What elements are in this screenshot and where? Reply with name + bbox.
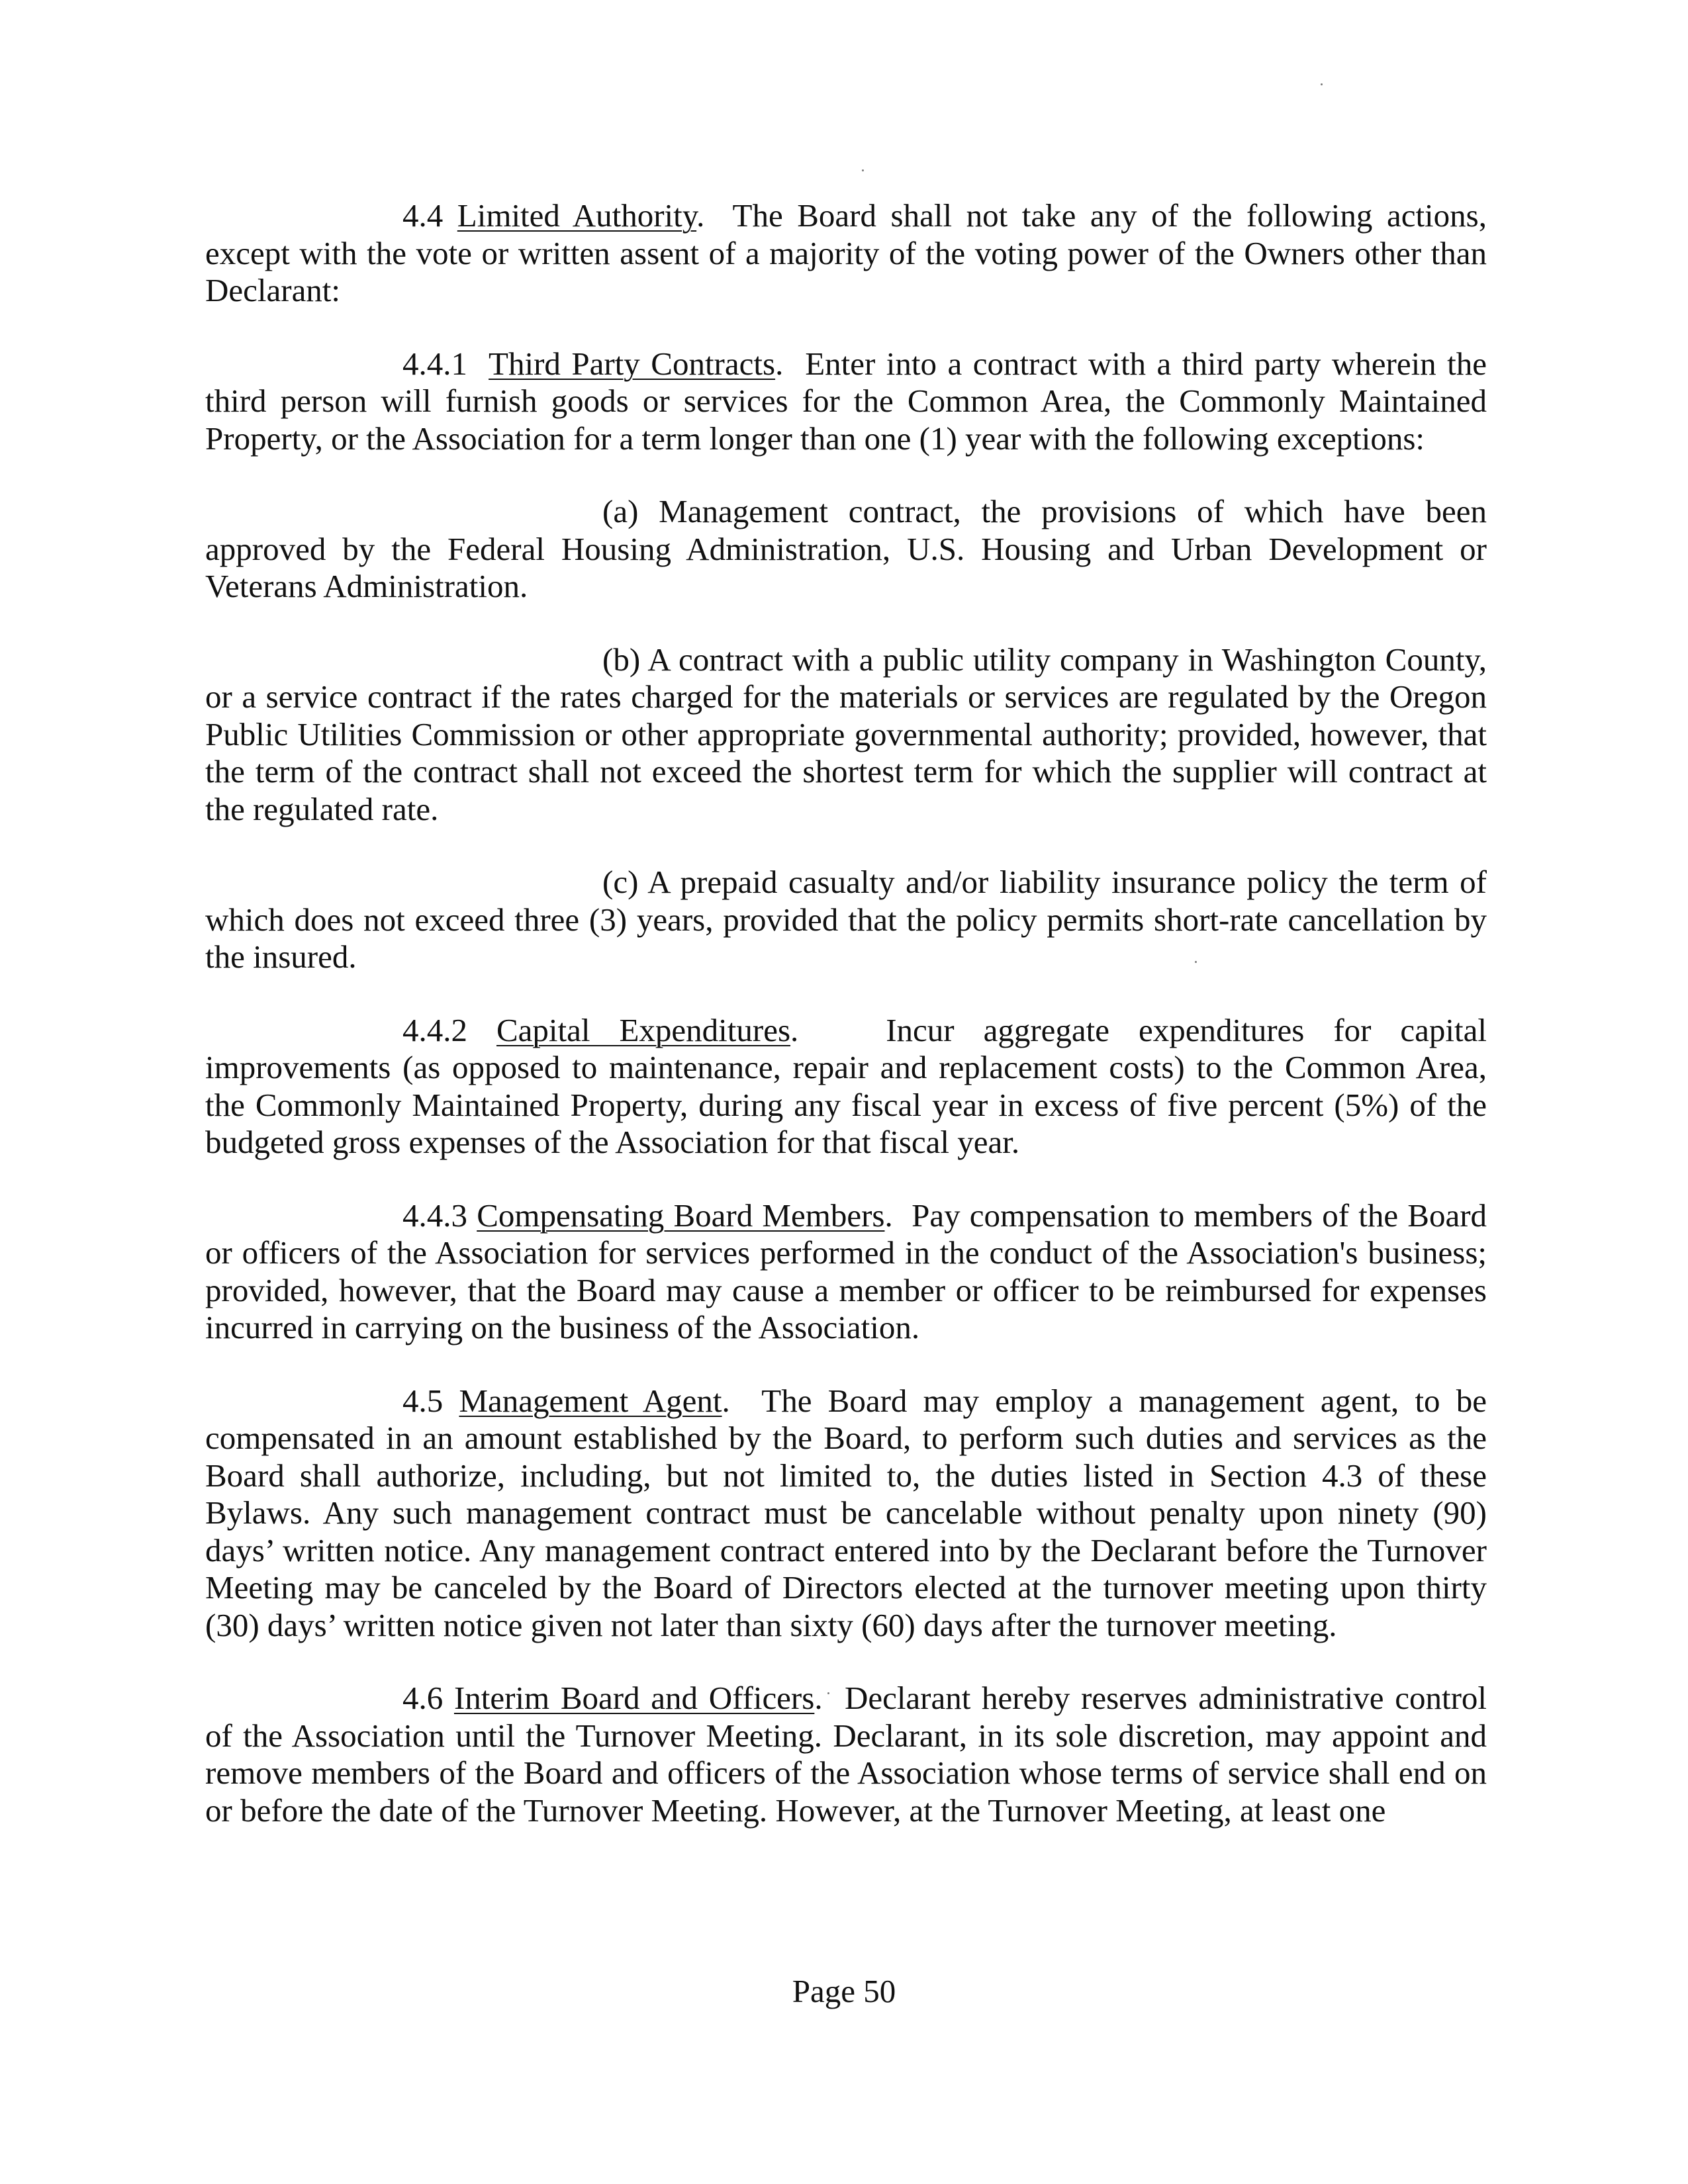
- section-4-5: 4.5 Management Agent. The Board may employ a management agent, to be compensated in an amount established by the Board, to perform such duties and services as the Board shall authorize, including, but not limited to, the duties listed in Section 4.3 of these Bylaws. Any such management contract must be cancelable without penalty upon ninety (90) days’ written notice. Any management contract entered into by the Declarant before the Turnover Meeting may be canceled by the Board of Directors elected at the turnover meeting upon thirty (30) days’ written notice given not later than sixty (60) days after the turnover meeting.: [205, 1382, 1487, 1643]
- section-heading: Interim Board and Officers: [453, 1680, 815, 1716]
- scan-speck: [1321, 83, 1323, 85]
- section-heading: Limited Authority: [457, 197, 697, 234]
- section-text: Pay compensation to members of the Board or officers of the Association for services performed in the conduct of the Association's business; provided, however, that the Board may cause a member or officer to be reimbursed for expenses incurred in carrying on the business of the Association.: [205, 1197, 1487, 1345]
- page-number: Page 50: [792, 1973, 896, 2009]
- section-heading: Management Agent: [459, 1382, 722, 1419]
- section-4-4-1: 4.4.1 Third Party Contracts. Enter into a contract with a third party wherein the third person will furnish goods or services for the Common Area, the Commonly Maintained Property, or the Association for a term longer than one (1) year with the following exceptions:: [205, 345, 1487, 457]
- exception-text: (a) Management contract, the provisions of which have been approved by the Federal Housing Administration, U.S. Housing and Urban Development or Veterans Administration.: [205, 493, 1487, 604]
- section-heading: Capital Expenditures: [496, 1011, 791, 1048]
- section-4-4-2: 4.4.2 Capital Expenditures. Incur aggregate expenditures for capital improvements (as opposed to maintenance, repair and replacement costs) to the Common Area, the Commonly Maintained Property, during any fiscal year in excess of five percent (5%) of the budgeted gross expenses of the Association for that fiscal year.: [205, 1011, 1487, 1160]
- section-number: 4.4.1: [402, 345, 467, 382]
- exception-text: (b) A contract with a public utility company in Washington County, or a service contract if the rates charged for the materials or services are regulated by the Oregon Public Utilities Commission or other appropriate governmental authority; provided, however, that the term of the contract shall not exceed the shortest term for which the supplier will contract at the regulated rate.: [205, 641, 1487, 827]
- section-text: Declarant hereby reserves administrative control of the Association until the Turnover Meeting. Declarant, in its sole discretion, may appoint and remove members of the Board and officers of the Association whose terms of service shall end on or before the date of the Turnover Meeting. However, at the Turnover Meeting, at least one: [205, 1680, 1487, 1829]
- section-4-4-3: 4.4.3 Compensating Board Members. Pay compensation to members of the Board or officers of the Association for services performed in the conduct of the Association's business; provided, however, that the Board may cause a member or officer to be reimbursed for expenses incurred in carrying on the business of the Association.: [205, 1197, 1487, 1345]
- exception-a: [205, 493, 1487, 606]
- section-number: 4.5: [402, 1382, 444, 1419]
- section-4-4: 4.4 Limited Authority. The Board shall not take any of the following actions, except with the vote or written assent of a majority of the voting power of the Owners other than Declarant:: [205, 197, 1487, 308]
- section-4-6: 4.6 Interim Board and Officers. Declarant hereby reserves administrative control of the Association until the Turnover Meeting. Declarant, in its sole discretion, may appoint and remove members of the Board and officers of the Association whose terms of service shall end on or before the date of the Turnover Meeting. However, at the Turnover Meeting, at least one: [205, 1680, 1487, 1829]
- section-number: 4.4: [402, 197, 444, 234]
- section-text: The Board may employ a management agent, to be compensated in an amount established by the Board, to perform such duties and services as the Board shall authorize, including, but not limited to, the duties listed in Section 4.3 of these Bylaws. Any such management contract must be cancelable without penalty upon ninety (90) days’ written notice. Any management contract entered into by the Declarant before the Turnover Meeting may be canceled by the Board of Directors elected at the turnover meeting upon thirty (30) days’ written notice given not later than sixty (60) days after the turnover meeting.: [205, 1382, 1487, 1643]
- exception-b: [205, 641, 1487, 829]
- section-heading: Compensating Board Members: [477, 1197, 885, 1234]
- section-text: Enter into a contract with a third party wherein the third person will furnish goods or services for the Common Area, the Commonly Maintained Property, or the Association for a term longer than one (1) year with the following exceptions:: [205, 345, 1487, 457]
- section-number: 4.4.3: [402, 1197, 467, 1234]
- section-number: 4.6: [402, 1680, 444, 1716]
- section-heading: Third Party Contracts: [489, 345, 776, 382]
- exception-c: [205, 864, 1487, 976]
- section-text: The Board shall not take any of the following actions, except with the vote or written assent of a majority of the voting power of the Owners other than Declarant:: [205, 197, 1487, 308]
- exception-text: (c) A prepaid casualty and/or liability insurance policy the term of which does not exceed three (3) years, provided that the policy permits short-rate cancellation by the insured.: [205, 864, 1487, 975]
- scan-speck: [862, 169, 864, 171]
- document-body: [205, 197, 1487, 1865]
- section-text: Incur aggregate expenditures for capital improvements (as opposed to maintenance, repair and replacement costs) to the Common Area, the Commonly Maintained Property, during any fiscal year in excess of five percent (5%) of the budgeted gross expenses of the Association for that fiscal year.: [205, 1011, 1487, 1160]
- section-number: 4.4.2: [402, 1011, 467, 1048]
